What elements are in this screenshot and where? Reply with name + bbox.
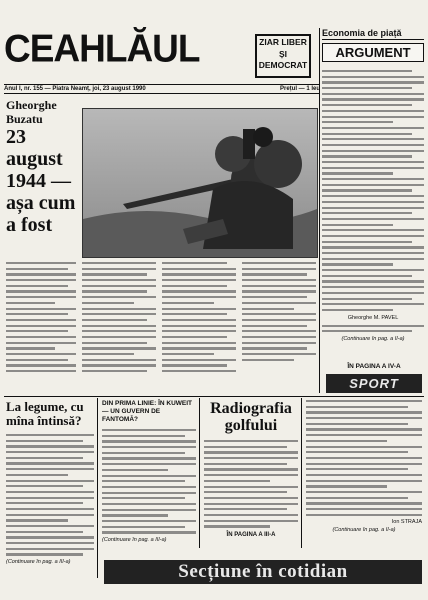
slogan-line: ȘI xyxy=(278,49,288,59)
straja-continued: (Continuare în pag. a II-a) xyxy=(332,527,396,534)
column-rule xyxy=(301,398,302,548)
vegetables-continued: (Continuare în pag. a III-a) xyxy=(6,559,71,566)
right-column-rule xyxy=(319,28,320,393)
masthead-title: CEAHLĂUL xyxy=(4,26,200,71)
section-divider xyxy=(4,396,424,397)
kuwait-kicker: DIN PRIMA LINIE: ÎN KUWEIT — UN GUVERN DE FANTOMĂ? xyxy=(102,400,193,423)
sport-banner: SPORT xyxy=(326,374,422,393)
vegetables-headline: La legume, cu mîna întinsă? xyxy=(6,399,84,428)
argument-column xyxy=(322,28,424,342)
masthead-slogan xyxy=(255,34,311,78)
lead-photo xyxy=(82,108,318,258)
vegetables-article xyxy=(6,400,94,565)
gulf-article xyxy=(204,400,298,540)
issue-price: Prețul — 1 leu xyxy=(279,86,320,92)
sport-inside-label: ÎN PAGINA A IV-A xyxy=(347,363,401,370)
soldiers-photo-illustration xyxy=(83,109,317,257)
argument-heading: ARGUMENT xyxy=(322,43,424,62)
sport-promo xyxy=(326,362,422,393)
section-label: Economia de piață xyxy=(322,28,424,40)
lead-headline: 23 august 1944 — așa cum a fost xyxy=(6,126,76,236)
straja-article xyxy=(306,400,422,533)
kuwait-article xyxy=(102,400,196,543)
slogan-line: DEMOCRAT xyxy=(258,60,308,70)
bottom-banner: Secțiune în cotidian xyxy=(104,560,422,584)
issue-info-line xyxy=(4,84,320,94)
lead-headline-block xyxy=(6,98,76,236)
column-rule xyxy=(97,398,98,578)
kuwait-continued: (Continuare în pag. a III-a) xyxy=(102,537,167,544)
slogan-line: ZIAR LIBER xyxy=(259,37,307,47)
argument-author: Gheorghe M. PAVEL xyxy=(347,314,399,321)
lead-article-body xyxy=(6,262,316,390)
column-rule xyxy=(199,398,200,548)
argument-body xyxy=(322,70,424,311)
gulf-inside-label: ÎN PAGINA A III-A xyxy=(226,532,276,538)
lead-author: Gheorghe Buzatu xyxy=(6,98,57,126)
issue-details: Anul I, nr. 155 — Piatra Neamț, joi, 23 august 1990 xyxy=(4,86,146,92)
gulf-headline: Radiografia golfului xyxy=(210,400,292,434)
argument-continued: (Continuare în pag. a II-a) xyxy=(341,335,405,342)
straja-author: Ion STRAJA xyxy=(391,519,422,526)
